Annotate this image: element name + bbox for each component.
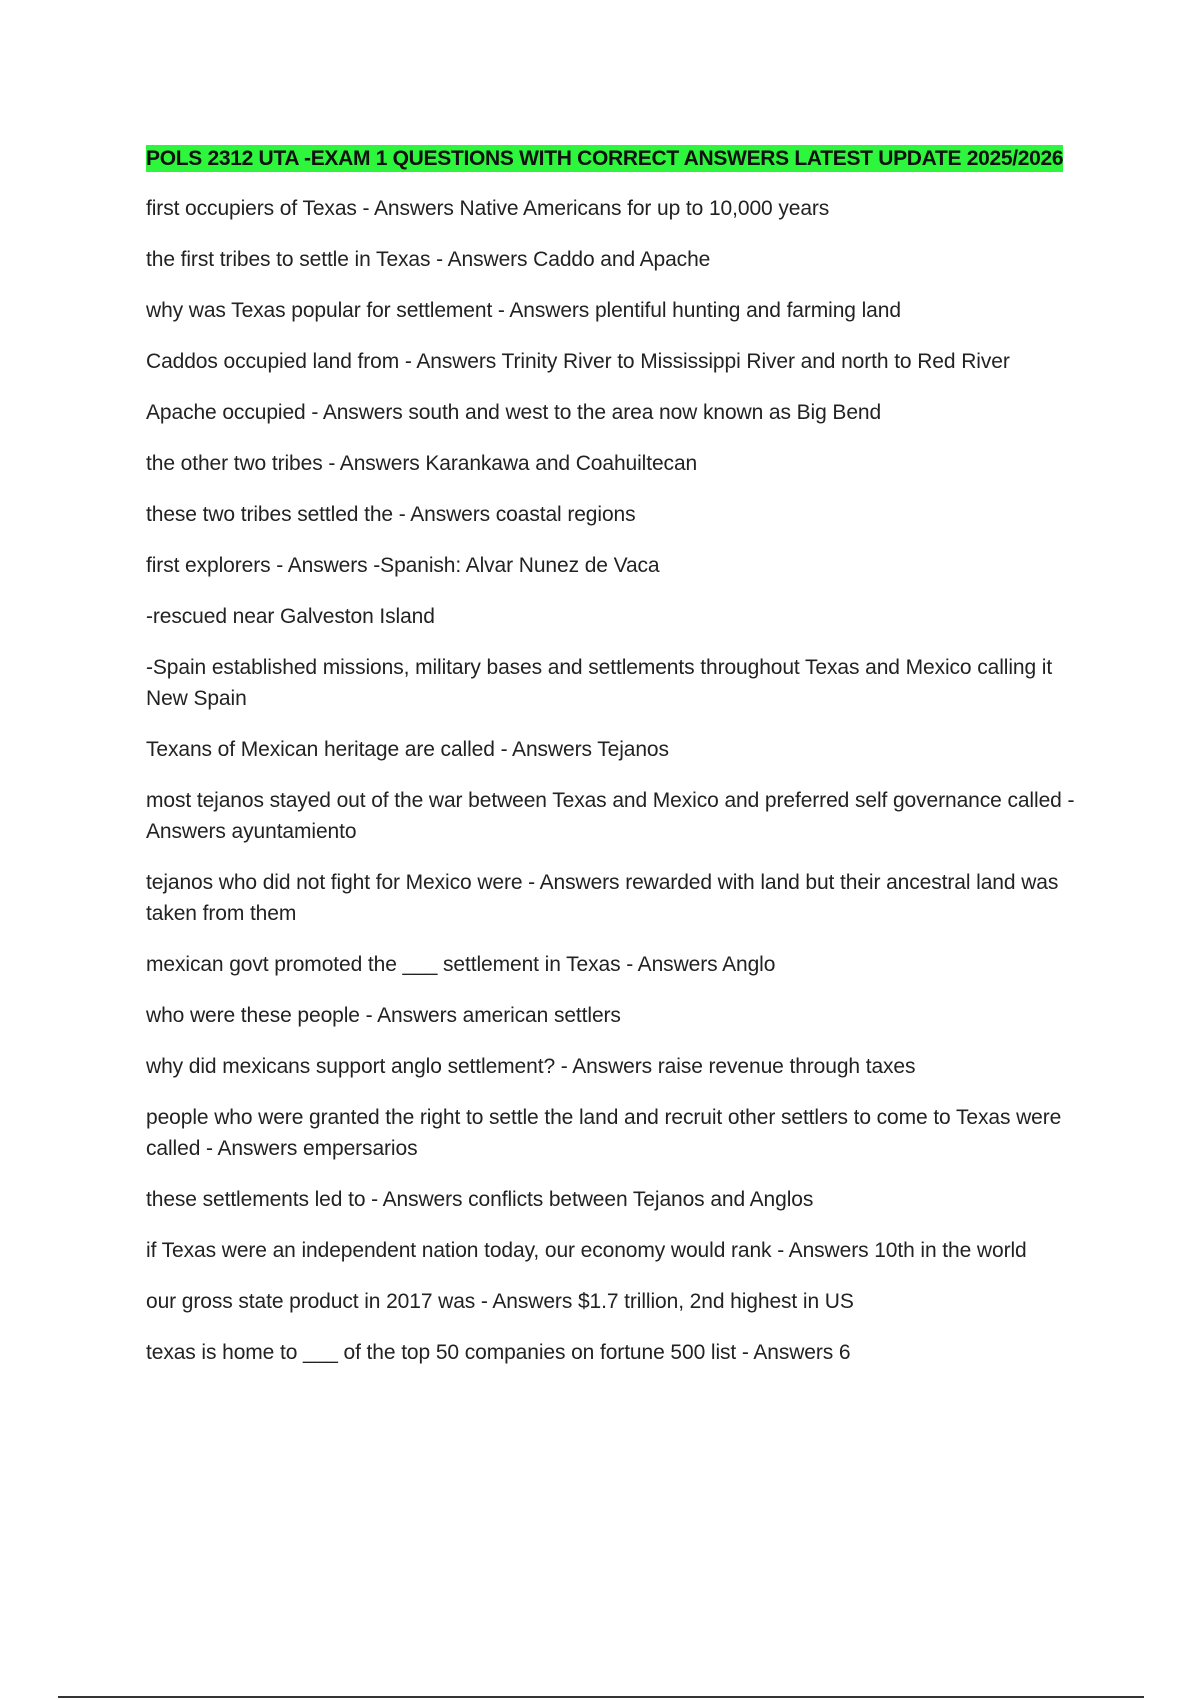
qa-item: these two tribes settled the - Answers coastal regions bbox=[146, 503, 636, 526]
qa-item: first explorers - Answers -Spanish: Alvar Nunez de Vaca bbox=[146, 554, 660, 577]
document-page bbox=[146, 143, 1096, 1388]
qa-item: Caddos occupied land from - Answers Trinity River to Mississippi River and north to Red River bbox=[146, 350, 1010, 373]
qa-item: Apache occupied - Answers south and west to the area now known as Big Bend bbox=[146, 401, 882, 424]
qa-item: mexican govt promoted the ___ settlement in Texas - Answers Anglo bbox=[146, 953, 776, 976]
qa-item: who were these people - Answers american settlers bbox=[146, 1004, 621, 1027]
qa-item: these settlements led to - Answers conflicts between Tejanos and Anglos bbox=[146, 1188, 814, 1211]
qa-item: why did mexicans support anglo settlement? - Answers raise revenue through taxes bbox=[146, 1055, 916, 1078]
qa-item: our gross state product in 2017 was - Answers $1.7 trillion, 2nd highest in US bbox=[146, 1290, 854, 1313]
qa-item: -Spain established missions, military bases and settlements throughout Texas and Mexico calling it New Spain bbox=[146, 656, 1053, 710]
qa-item: -rescued near Galveston Island bbox=[146, 605, 435, 628]
qa-item: people who were granted the right to settle the land and recruit other settlers to come to Texas were called - Answers empersarios bbox=[146, 1106, 1062, 1160]
qa-item: the first tribes to settle in Texas - Answers Caddo and Apache bbox=[146, 248, 711, 271]
qa-item: texas is home to ___ of the top 50 companies on fortune 500 list - Answers 6 bbox=[146, 1341, 851, 1364]
title-highlight: POLS 2312 UTA -EXAM 1 QUESTIONS WITH CORRECT ANSWERS LATEST UPDATE 2025/2026 bbox=[146, 147, 1064, 170]
qa-item: tejanos who did not fight for Mexico were - Answers rewarded with land but their ancestral land was taken from them bbox=[146, 871, 1059, 925]
qa-item: first occupiers of Texas - Answers Native Americans for up to 10,000 years bbox=[146, 197, 830, 220]
qa-item: most tejanos stayed out of the war between Texas and Mexico and preferred self governance called - Answers ayuntamiento bbox=[146, 789, 1075, 843]
qa-item: why was Texas popular for settlement - Answers plentiful hunting and farming land bbox=[146, 299, 901, 322]
page-bottom-rule bbox=[58, 1696, 1144, 1698]
qa-item: the other two tribes - Answers Karankawa and Coahuiltecan bbox=[146, 452, 698, 475]
qa-item: Texans of Mexican heritage are called - Answers Tejanos bbox=[146, 738, 669, 761]
document-title bbox=[146, 143, 1096, 175]
qa-item: if Texas were an independent nation today, our economy would rank - Answers 10th in the world bbox=[146, 1239, 1027, 1262]
